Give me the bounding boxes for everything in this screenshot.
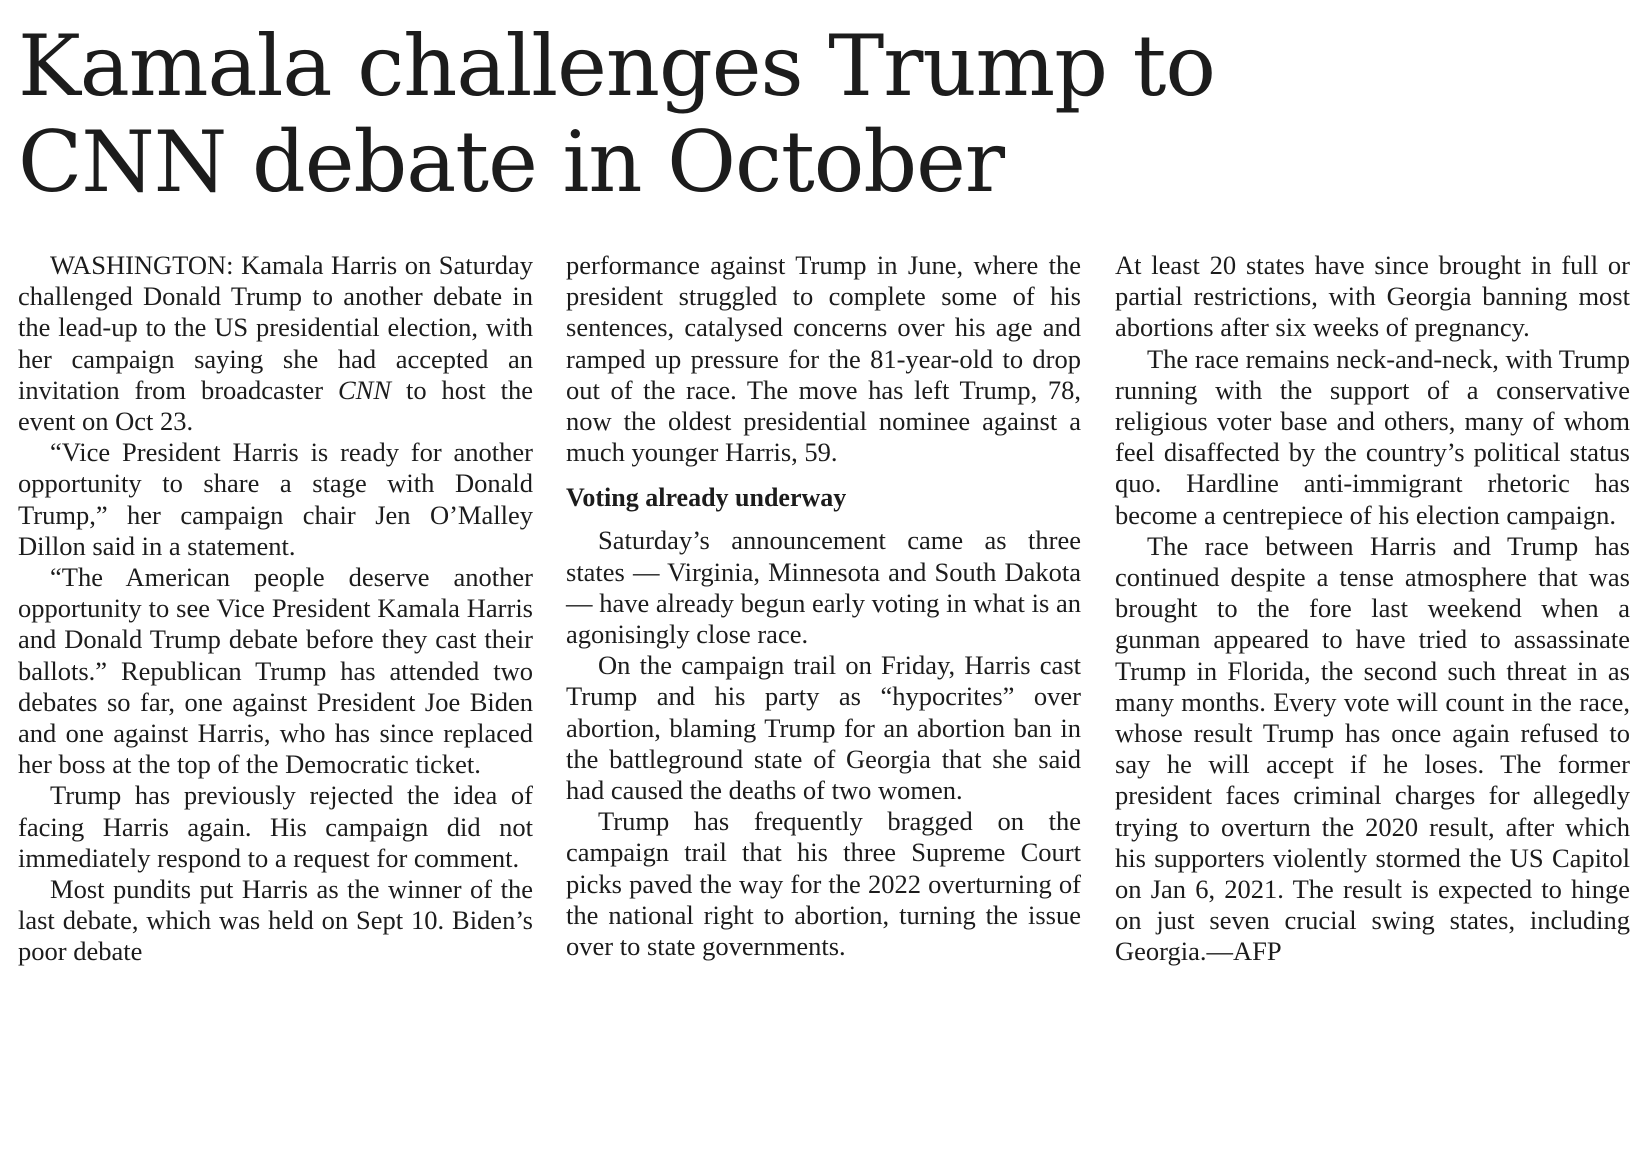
dateline: WASHINGTON: (50, 250, 234, 280)
paragraph-lead (18, 250, 533, 437)
column-1 (18, 250, 533, 968)
paragraph-lead-text-a: Kamala Harris on Saturday challenged Donald Trump to another debate in the lead-up to the US presidential election, with her campaign saying she had accepted an invitation from broadcaster (18, 250, 533, 405)
headline-line-2: CNN debate in October (18, 113, 1005, 211)
headline-line-1: Kamala challenges Trump to (18, 17, 1216, 115)
subheading: Voting already underway (566, 483, 847, 513)
paragraph-3: “The American people deserve another opportunity to see Vice President Kamala Harris and Donald Trump debate before they cast their ballots.” Republican Trump has attended two debates so far, one against President Joe Biden and one against Harris, who has since replaced her boss at the top of the Democratic ticket. (18, 562, 533, 780)
paragraph-7: On the campaign trail on Friday, Harris cast Trump and his party as “hypocrites” over abortion, blaming Trump for an abortion ban in the battleground state of Georgia that she said had caused the deaths of two women. (566, 650, 1081, 806)
broadcaster-name: CNN (338, 374, 392, 405)
paragraph-9: The race remains neck-and-neck, with Trump running with the support of a conservative religious voter base and others, many of whom feel disaffected by the country’s political status quo. Hardline anti-immigrant rhetoric has become a centrepiece of his election campaign. (1115, 343, 1630, 530)
headline (18, 18, 1518, 210)
paragraph-2: “Vice President Harris is ready for another opportunity to share a stage with Donald Trump,” her campaign chair Jen O’Malley Dillon said in a statement. (18, 437, 533, 561)
paragraph-8-continued: At least 20 states have since brought in full or partial restrictions, with Georgia banning most abortions after six weeks of pregnancy. (1115, 250, 1630, 343)
column-3 (1115, 250, 1630, 968)
paragraph-4: Trump has previously rejected the idea of facing Harris again. His campaign did not immediately respond to a request for comment. (18, 780, 533, 873)
article-body (18, 250, 1630, 1160)
paragraph-5-continued: performance against Trump in June, where the president struggled to complete some of his sentences, catalysed concerns over his age and ramped up pressure for the 81-year-old to drop out of the race. The move has left Trump, 78, now the oldest presidential nominee against a much younger Harris, 59. (566, 250, 1081, 468)
paragraph-lead-text-b: to host the event on Oct 23. (18, 374, 533, 437)
paragraph-5-start: Most pundits put Harris as the winner of the last debate, which was held on Sept 10. Biden’s poor debate (18, 874, 533, 967)
paragraph-6: Saturday’s announcement came as three states — Virginia, Minnesota and South Dakota — have already begun early voting in what is an agonisingly close race. (566, 525, 1081, 650)
paragraph-8-start: Trump has frequently bragged on the campaign trail that his three Supreme Court picks paved the way for the 2022 overturning of the national right to abortion, turning the issue over to state governments. (566, 806, 1081, 962)
paragraph-10: The race between Harris and Trump has continued despite a tense atmosphere that was brought to the fore last weekend when a gunman appeared to have tried to assassinate Trump in Florida, the second such threat in as many months. Every vote will count in the race, whose result Trump has once again refused to say he will accept if he loses. The former president faces criminal charges for allegedly trying to overturn the 2020 result, after which his supporters violently stormed the US Capitol on Jan 6, 2021. The result is expected to hinge on just seven crucial swing states, including Georgia.—AFP (1115, 530, 1630, 967)
column-2 (566, 250, 1081, 962)
